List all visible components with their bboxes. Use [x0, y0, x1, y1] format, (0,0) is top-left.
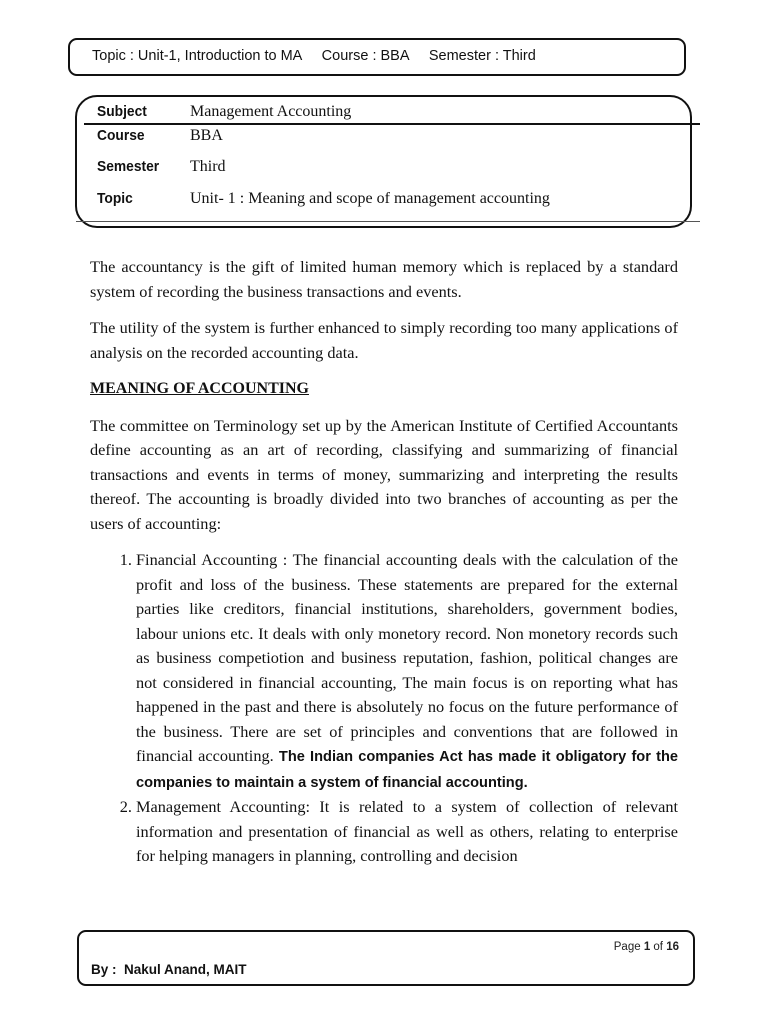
list-item [136, 548, 678, 795]
info-label: Course [97, 127, 145, 144]
list-item-text: Management Accounting: It is related to a system of collection of relevant information and presentation of financial as well as others, relating to enterprise for helping managers in planning, controlling and decision [136, 797, 678, 865]
paragraph: The accountancy is the gift of limited human memory which is replaced by a standard system of recording the business transactions and events. [90, 257, 678, 301]
footer-box [77, 930, 695, 986]
info-value: Management Accounting [190, 103, 352, 120]
info-value: Unit- 1 : Meaning and scope of management accounting [190, 190, 550, 207]
section-heading: MEANING OF ACCOUNTING [90, 380, 309, 397]
author: By : Nakul Anand, MAIT [91, 962, 247, 977]
info-label: Semester [97, 158, 160, 175]
branches-list [90, 548, 678, 869]
page-total: 16 [666, 941, 679, 953]
info-value: BBA [190, 127, 223, 144]
info-label: Topic [97, 190, 133, 207]
list-item [136, 795, 678, 869]
list-item-text: Financial Accounting : The financial accounting deals with the calculation of the profit and loss of the business. These statements are prepared for the external parties like creditors, financial institutions, shareholders, government bodies, labour unions etc. It deals with only monetory record. Non monetory records such as business competiotion and business reputation, fashion, political changes are not considered in financial accounting, The main focus is on reporting what has happened in the past and there is absolutely no focus on the future performance of the business. There are set of principles and conventions that are followed in financial accounting. [136, 550, 678, 765]
page-of: of [650, 941, 667, 953]
divider-line [84, 123, 700, 125]
divider-line [76, 221, 700, 222]
info-box [75, 95, 692, 228]
paragraph: The committee on Terminology set up by the American Institute of Certified Accountants define accounting as an art of recording, classifying and summarizing of financial transactions and events in terms of money, summarizing and interpreting the results thereof. The accounting is broadly divided into two branches of accounting as per the users of accounting: [90, 415, 678, 533]
paragraph: The utility of the system is further enhanced to simply recording too many applications of analysis on the recorded accounting data. [90, 318, 678, 362]
page-current: 1 [643, 941, 651, 953]
info-value: Third [190, 158, 226, 175]
page-number [614, 941, 679, 953]
list-item-bold-text: The Indian companies Act has made it obligatory for the companies to maintain a system of financial accounting. [136, 749, 678, 791]
document-body [90, 255, 678, 869]
header-box [68, 38, 686, 76]
header-text: Topic : Unit-1, Introduction to MA Course : BBA Semester : Third [92, 48, 536, 64]
info-label: Subject [97, 103, 147, 120]
page-prefix: Page [613, 941, 644, 953]
